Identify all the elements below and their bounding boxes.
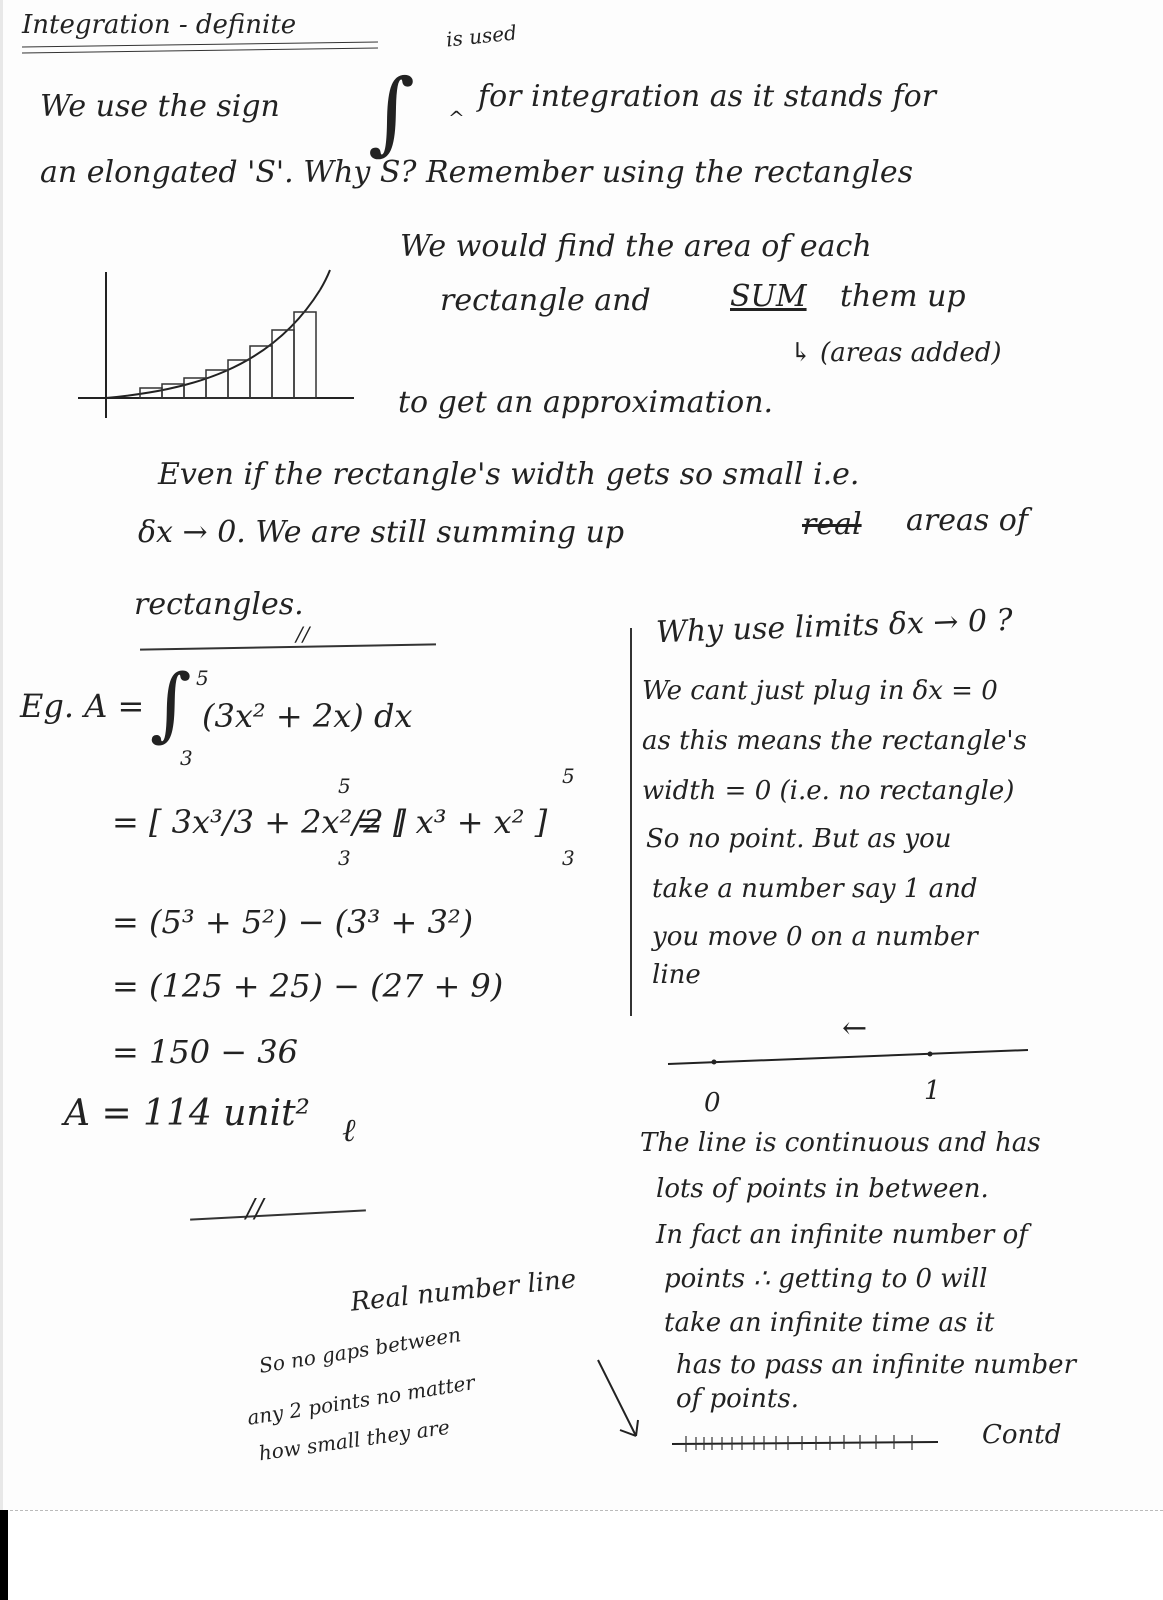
riemann-rectangles-graph	[70, 260, 360, 420]
answer-mark: ℓ	[342, 1111, 356, 1149]
scan-edge	[0, 0, 3, 1510]
limit-text: areas of	[906, 503, 1028, 538]
intro-text: for integration as it stands for	[478, 79, 937, 114]
integrand: (3x² + 2x) dx	[202, 697, 413, 735]
step-lower-limit: 3	[562, 846, 575, 870]
limit-text: δx → 0. We are still summing up	[138, 515, 625, 550]
section-divider	[190, 1209, 366, 1220]
intro-text: an elongated 'S'. Why S? Remember using the rectangles	[40, 155, 914, 190]
real-number-note: So no gaps between	[257, 1322, 463, 1378]
why-limit-text: We cant just plug in δx = 0	[642, 676, 998, 706]
rectangles-note: rectangle and	[440, 283, 651, 318]
step-subtract: = 150 − 36	[112, 1033, 298, 1071]
rectangles-note: We would find the area of each	[400, 229, 872, 264]
title-underline	[22, 42, 378, 48]
step-substitute: = (5³ + 5²) − (3³ + 3²)	[112, 903, 474, 941]
example-label: Eg. A =	[20, 687, 145, 725]
scan-shadow	[0, 1510, 8, 1600]
real-number-note: Real number line	[349, 1264, 578, 1318]
real-number-note: any 2 points no matter	[245, 1370, 477, 1430]
number-line-zero: 0	[704, 1088, 721, 1118]
limit-text: Even if the rectangle's width gets so small i.e.	[158, 457, 860, 492]
divider-mark: //	[296, 622, 310, 646]
continuous-text: lots of points in between.	[656, 1174, 989, 1204]
number-line	[668, 1040, 1034, 1070]
page-edge	[0, 1510, 1163, 1511]
number-line-one: 1	[924, 1076, 941, 1106]
step-antiderivative: = [ 3x³/3 + 2x²/2 ]	[112, 803, 407, 841]
why-limit-heading: Why use limits δx → 0 ?	[655, 602, 1014, 651]
rectangles-note: to get an approximation.	[398, 385, 774, 420]
continuous-text: In fact an infinite number of	[656, 1220, 1028, 1250]
insert-caret: ^	[448, 106, 465, 130]
margin-line	[630, 628, 632, 1016]
page-title: Integration - definite	[22, 10, 297, 40]
continuous-text: of points.	[676, 1384, 799, 1414]
step-lower-limit: 3	[338, 846, 351, 870]
section-divider	[140, 643, 436, 650]
title-underline	[22, 48, 378, 54]
continuous-text: take an infinite time as it	[664, 1308, 995, 1338]
struck-word: real	[802, 507, 862, 542]
left-arrow-icon: ←	[842, 1011, 868, 1046]
is-used-note: is used	[444, 20, 518, 52]
why-limit-text: line	[652, 960, 701, 990]
limit-text: rectangles.	[134, 587, 304, 622]
continuous-text: The line is continuous and has	[640, 1128, 1041, 1158]
integral-lower-limit: 3	[180, 746, 193, 770]
intro-text: We use the sign	[40, 89, 280, 124]
why-limit-text: you move 0 on a number	[652, 922, 978, 952]
why-limit-text: take a number say 1 and	[652, 874, 978, 904]
final-answer: A = 114 unit²	[64, 1093, 310, 1134]
continuous-text: has to pass an infinite number	[676, 1350, 1076, 1380]
pointer-arrow-icon	[596, 1358, 656, 1448]
why-limit-text: So no point. But as you	[646, 824, 952, 854]
sum-emphasis: SUM	[730, 279, 807, 314]
step-upper-limit: 5	[338, 774, 351, 798]
rectangles-note: them up	[840, 279, 966, 314]
why-limit-text: as this means the rectangle's	[642, 726, 1027, 756]
real-number-note: how small they are	[257, 1414, 452, 1466]
divider-mark: //	[246, 1194, 264, 1224]
areas-added-note: ↳ (areas added)	[790, 338, 1002, 368]
continuous-text: points ∴ getting to 0 will	[664, 1264, 988, 1294]
integral-sign-icon: ∫	[150, 657, 192, 750]
step-evaluate: = (125 + 25) − (27 + 9)	[112, 967, 504, 1005]
integral-upper-limit: 5	[196, 666, 209, 690]
integral-sign-icon: ∫	[368, 60, 415, 165]
continued-note: Contd	[982, 1420, 1062, 1450]
step-upper-limit: 5	[562, 764, 575, 788]
why-limit-text: width = 0 (i.e. no rectangle)	[642, 776, 1015, 806]
dense-number-line	[672, 1430, 942, 1460]
scan-footer	[0, 1510, 1163, 1600]
step-simplified: = [ x³ + x² ]	[356, 803, 548, 841]
